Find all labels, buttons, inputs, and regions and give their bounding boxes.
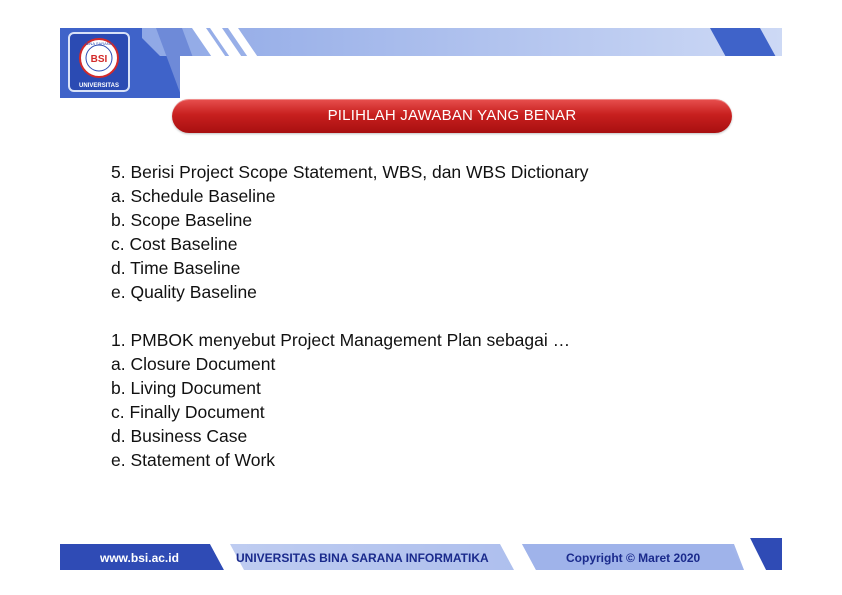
header-banner [60, 28, 782, 98]
answer-option: c. Cost Baseline [111, 234, 238, 254]
answer-option: b. Scope Baseline [111, 210, 253, 230]
question-block [111, 328, 570, 472]
question-text: 1. PMBOK menyebut Project Management Plan sebagai … [111, 330, 571, 350]
bsi-university-logo [68, 32, 130, 92]
answer-option: b. Living Document [111, 378, 261, 398]
answer-option: a. Schedule Baseline [111, 186, 276, 206]
logo-bottom-text: UNIVERSITAS [79, 83, 119, 89]
footer-university-name: UNIVERSITAS BINA SARANA INFORMATIKA [236, 551, 489, 565]
answer-option: c. Finally Document [111, 402, 265, 422]
answer-option: e. Statement of Work [111, 450, 276, 470]
slide-title: PILIHLAH JAWABAN YANG BENAR [172, 99, 732, 133]
answer-option: e. Quality Baseline [111, 282, 257, 302]
footer-url: www.bsi.ac.id [100, 551, 179, 565]
logo-top-text: BINA SARANA [85, 41, 113, 46]
footer-copyright: Copyright © Maret 2020 [566, 551, 701, 565]
answer-option: d. Business Case [111, 426, 248, 446]
question-text: 5. Berisi Project Scope Statement, WBS, dan WBS Dictionary [111, 162, 589, 182]
logo-monogram: BSI [90, 54, 108, 65]
question-block [111, 160, 589, 304]
answer-option: a. Closure Document [111, 354, 276, 374]
answer-option: d. Time Baseline [111, 258, 241, 278]
